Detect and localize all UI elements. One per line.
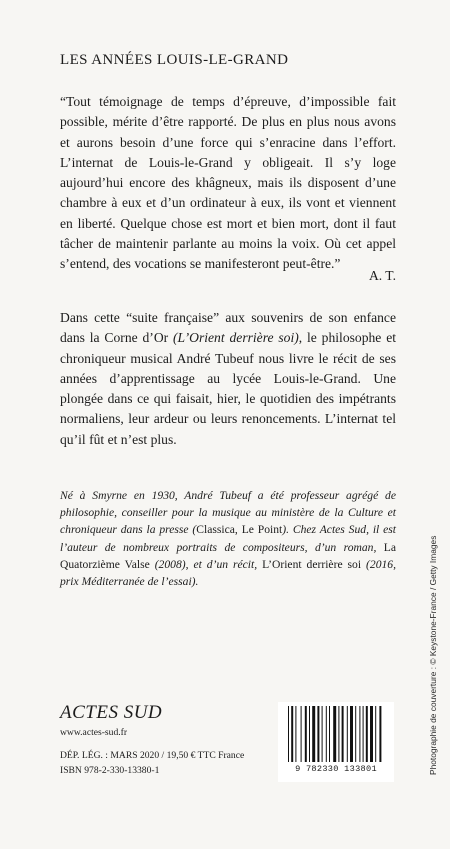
barcode-digits: 9 782330 133801 xyxy=(295,764,377,774)
bio-narrative-title: L’Orient derrière soi xyxy=(262,557,362,571)
photo-credit: Photographie de couverture : © Keystone-France / Getty Images xyxy=(428,535,438,775)
legal-deposit: DÉP. LÉG. : MARS 2020 / 19,50 € TTC France xyxy=(60,750,245,761)
bio-publications: Classica, Le Point xyxy=(196,523,283,537)
bio-novel-title: La Quatorzième Valse xyxy=(60,540,396,571)
author-bio xyxy=(60,487,396,590)
publisher-logo: ACTES SUD xyxy=(60,702,163,723)
bio-text-3: (2008), et d’un récit, xyxy=(149,557,263,571)
blurb-cited-title: (L’Orient derrière soi) xyxy=(173,330,299,346)
blurb-text-1: Dans cette “suite française” aux souvenirs de son enfance dans la Corne d’Or xyxy=(60,310,396,346)
bio-text-2: ). Chez Actes Sud, il est l’auteur de nombreux portraits de compositeurs, d’un roman, xyxy=(60,523,396,554)
publisher-website: www.actes-sud.fr xyxy=(60,727,128,738)
author-quote xyxy=(60,92,396,275)
blurb-text-2: , le philosophe et chroniqueur musical André Tubeuf nous livre le récit de ses années d’apprentissage au lycée Louis-le-Grand. Une plongée dans ce qui faisait, hier, le quotidien des impétrants normaliens, leur ardeur ou leurs renoncements. L’internat tel qu’il fût et n’est plus. xyxy=(60,330,396,447)
bio-text-1: Né à Smyrne en 1930, André Tubeuf a été professeur agrégé de philosophie, conseiller pour la musique au ministère de la Culture et chroniqueur dans la presse ( xyxy=(60,489,396,537)
legal-info xyxy=(60,748,244,778)
barcode-bars xyxy=(286,706,386,764)
book-title: LES ANNÉES LOUIS-LE-GRAND xyxy=(60,52,289,68)
barcode xyxy=(278,702,394,782)
isbn: ISBN 978-2-330-13380-1 xyxy=(60,765,160,776)
quote-text: “Tout témoignage de temps d’épreuve, d’impossible fait possible, mérite d’être rapporté. De plus en plus nous avons et aurons besoin d’une force qui s’enracine dans l’effort. L’internat de Louis-le-Grand y obligeait. Il s’y loge aujourd’hui encore des khâgneux, mais ils disposent d’une chambre à eux et d’un ordinateur à eux, ils vont et viennent en liberté. Quelque chose est mort et bien mort, dont il faut tâcher de maintenir parlante au moins la voix. Où cet appel s’entend, des vocations se manifesteront peut-être.” xyxy=(60,94,396,272)
quote-signature: A. T. xyxy=(368,268,396,283)
bio-text-4: (2016, prix Méditerranée de l’essai). xyxy=(60,557,396,589)
book-blurb xyxy=(60,308,396,450)
